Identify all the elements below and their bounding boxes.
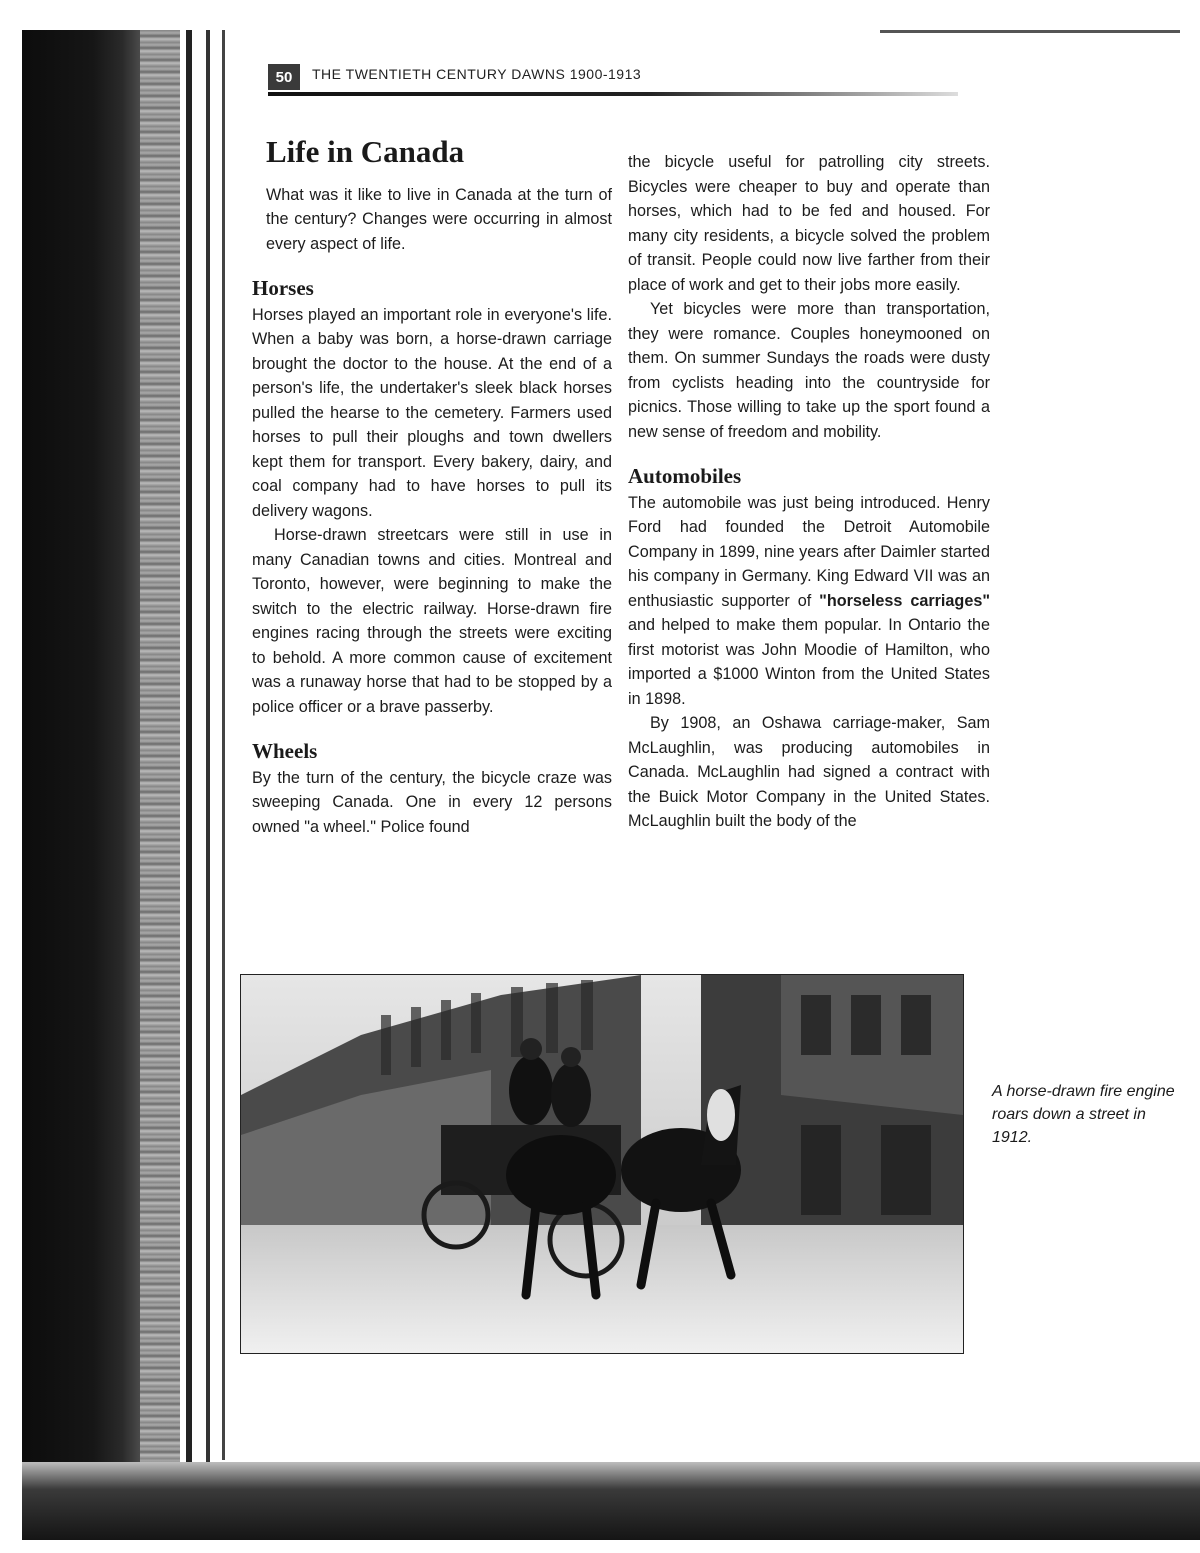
automobiles-paragraph-1 bbox=[628, 491, 990, 712]
section-heading-wheels: Wheels bbox=[252, 739, 318, 763]
automobiles-paragraph-2: By 1908, an Oshawa carriage-maker, Sam McLaughlin, was producing automobiles in Canada. McLaughlin had signed a contract with the Buick Motor Company in the United States. McLaughlin built the body of the bbox=[628, 714, 990, 830]
article-title: Life in Canada bbox=[266, 134, 465, 169]
wheels-paragraph-1-continued: the bicycle useful for patrolling city streets. Bicycles were cheaper to buy and operate than horses, which had to be fed and housed. For many city residents, a bicycle solved the problem of transit. People could now live farther from their place of work and get to their jobs more easily. bbox=[628, 153, 990, 294]
running-header bbox=[268, 58, 958, 98]
wheels-paragraph-2: Yet bicycles were more than transportation, they were romance. Couples honeymooned on them. On summer Sundays the roads were dusty from cyclists heading into the countryside for picnics. Those willing to take up the sport found a new sense of freedom and mobility. bbox=[628, 300, 990, 441]
running-title: THE TWENTIETH CENTURY DAWNS 1900-1913 bbox=[312, 66, 642, 82]
intro-paragraph: What was it like to live in Canada at the turn of the century? Changes were occurring in almost every aspect of life. bbox=[266, 185, 612, 253]
page-edge-line bbox=[186, 30, 192, 1470]
horses-paragraph-2: Horse-drawn streetcars were still in use in many Canadian towns and cities. Montreal and Toronto, however, were beginning to make the switch to the electric railway. Horse-drawn fire engines racing through the streets were exciting to behold. A more common cause of excitement was a runaway horse that had to be stopped by a police officer or a brave passerby. bbox=[252, 526, 612, 716]
wheels-paragraph-1-start: By the turn of the century, the bicycle craze was sweeping Canada. One in every 12 persons owned "a wheel." Police found bbox=[252, 768, 612, 836]
book-binding-shadow bbox=[22, 30, 140, 1540]
fire-engine-illustration bbox=[241, 975, 963, 1353]
page-edge-line bbox=[206, 30, 210, 1470]
horses-paragraph-1: Horses played an important role in everyone's life. When a baby was born, a horse-drawn carriage brought the doctor to the house. At the end of a person's life, the undertaker's sleek black horses pulled the hearse to the cemetery. Farmers used horses to pull their ploughs and town dwellers kept them for transport. Every bakery, dairy, and coal company had to have horses to pull its delivery wagons. bbox=[252, 305, 612, 520]
section-heading-automobiles: Automobiles bbox=[628, 464, 742, 488]
scan-bottom-shadow bbox=[22, 1462, 1200, 1540]
page-stack-edge bbox=[140, 30, 180, 1510]
left-column bbox=[252, 134, 612, 839]
right-column bbox=[628, 150, 990, 834]
photo-caption: A horse-drawn fire engine roars down a street in 1912. bbox=[992, 1083, 1175, 1146]
key-term: "horseless carriages" bbox=[819, 591, 990, 610]
automobiles-text: and helped to make them popular. In Ontario the first motorist was John Moodie of Hamilton, who imported a $1000 Winton from the United States in 1898. bbox=[628, 616, 990, 708]
page-edge-line bbox=[222, 30, 225, 1460]
page-number: 50 bbox=[268, 64, 300, 90]
scan-top-rule bbox=[880, 30, 1180, 33]
section-heading-horses: Horses bbox=[252, 276, 314, 300]
header-rule bbox=[268, 92, 958, 96]
automobiles-text: The automobile was just being introduced. Henry Ford had founded the Detroit Automobile Company in 1899, nine years after Daimler started his company in Germany. King Edward VII was an enthusiastic supporter of bbox=[628, 493, 990, 610]
fire-engine-photo bbox=[240, 974, 964, 1354]
